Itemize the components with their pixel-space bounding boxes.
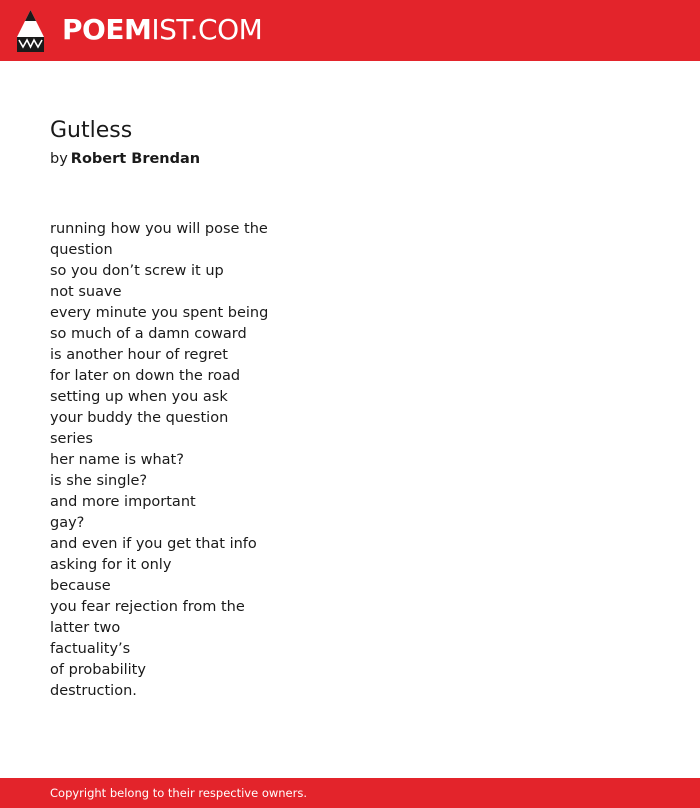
poem-line: and more important <box>50 494 196 510</box>
poem-line: is another hour of regret <box>50 347 228 363</box>
byline <box>50 149 200 169</box>
poem-line: her name is what? <box>50 452 184 468</box>
poem-line: not suave <box>50 284 122 300</box>
copyright-notice: Copyright belong to their respective owners. <box>50 786 308 800</box>
poem-line: asking for it only <box>50 557 172 573</box>
poem-line: is she single? <box>50 473 148 489</box>
poem-body <box>50 219 350 702</box>
author-name: Robert Brendan <box>70 151 201 167</box>
poem-line: latter two <box>50 620 121 636</box>
brand-name-bold: POEM <box>62 13 152 46</box>
poem-line: setting up when you ask <box>50 389 228 405</box>
poem-line: factuality’s <box>50 641 131 657</box>
poem-line: because <box>50 578 111 594</box>
poem-line: you fear rejection from the <box>50 599 245 615</box>
poem-line: gay? <box>50 515 85 531</box>
pencil-tip-icon <box>17 10 44 52</box>
poem-line: and even if you get that info <box>50 536 257 552</box>
site-logo-link[interactable] <box>62 12 262 48</box>
poem-line: series <box>50 431 93 447</box>
poem-line: so you don’t screw it up <box>50 263 224 279</box>
by-label: by <box>50 151 68 167</box>
poem-line: your buddy the question <box>50 410 229 426</box>
poem-line: of probability <box>50 662 146 678</box>
poem-line: every minute you spent being <box>50 305 269 321</box>
poem-line: destruction. <box>50 683 137 699</box>
site-header <box>0 0 700 61</box>
poem-line: question <box>50 242 113 258</box>
brand-name-light: IST.COM <box>151 13 263 46</box>
poem-title: Gutless <box>50 118 133 143</box>
poem-line: running how you will pose the <box>50 221 268 237</box>
poem-line: so much of a damn coward <box>50 326 247 342</box>
poem-line: for later on down the road <box>50 368 241 384</box>
site-footer <box>0 778 700 808</box>
